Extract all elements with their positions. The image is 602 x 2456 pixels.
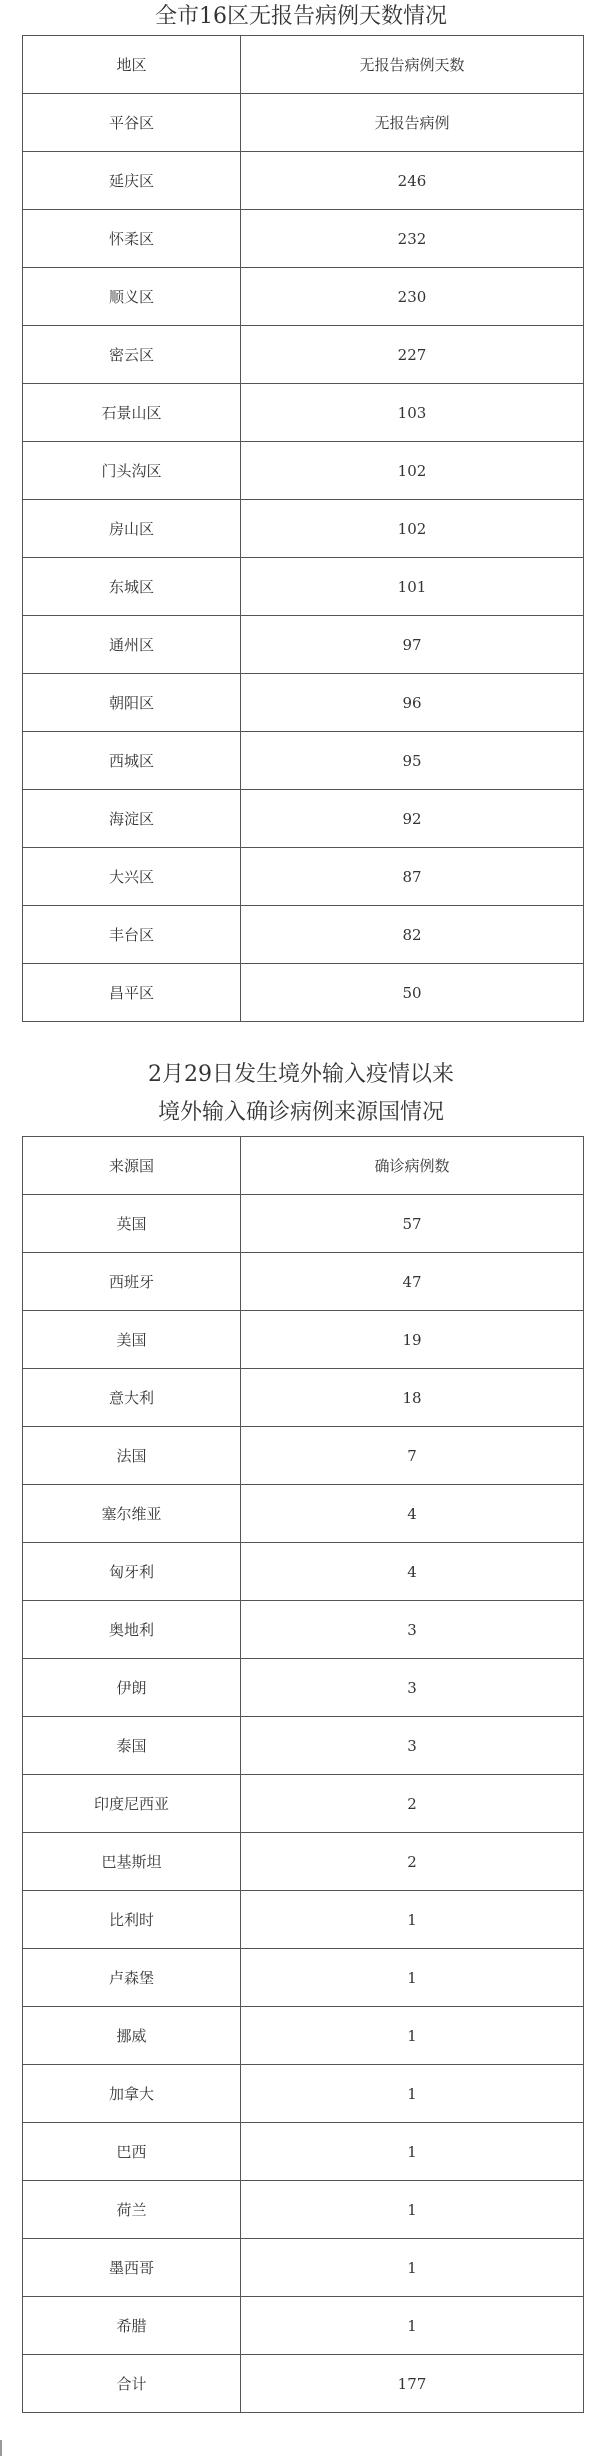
table-row: [23, 1427, 584, 1485]
table-row: [23, 1195, 584, 1253]
row-value-cell: 2: [241, 1775, 584, 1833]
row-label-cell: 比利时: [23, 1891, 241, 1949]
row-label-cell: 墨西哥: [23, 2239, 241, 2297]
table2-title-line1: 2月29日发生境外输入疫情以来: [148, 1062, 454, 1087]
row-label-cell: 通州区: [23, 616, 241, 674]
row-label-cell: 荷兰: [23, 2181, 241, 2239]
row-label-cell: 平谷区: [23, 94, 241, 152]
row-label-cell: 西班牙: [23, 1253, 241, 1311]
row-label-cell: 塞尔维亚: [23, 1485, 241, 1543]
row-label-cell: 巴基斯坦: [23, 1833, 241, 1891]
row-value-cell: 232: [241, 210, 584, 268]
row-label-cell: 美国: [23, 1311, 241, 1369]
table-row: [23, 2297, 584, 2355]
row-value-cell: 无报告病例: [241, 94, 584, 152]
row-value-cell: 7: [241, 1427, 584, 1485]
table-row: [23, 2065, 584, 2123]
table-row: [23, 1659, 584, 1717]
row-label-cell: 延庆区: [23, 152, 241, 210]
table-row: [23, 558, 584, 616]
table-row: [23, 1601, 584, 1659]
row-value-cell: 95: [241, 732, 584, 790]
table-row: [23, 674, 584, 732]
row-label-cell: 怀柔区: [23, 210, 241, 268]
row-label-cell: 加拿大: [23, 2065, 241, 2123]
row-label-cell: 合计: [23, 2355, 241, 2413]
row-value-cell: 101: [241, 558, 584, 616]
table-row: [23, 2007, 584, 2065]
row-value-cell: 50: [241, 964, 584, 1022]
table-row: [23, 1369, 584, 1427]
row-value-cell: 96: [241, 674, 584, 732]
table-row: [23, 1949, 584, 2007]
row-value-cell: 19: [241, 1311, 584, 1369]
table-row: [23, 2123, 584, 2181]
table-row: [23, 848, 584, 906]
row-value-cell: 4: [241, 1485, 584, 1543]
table2-title-line2: 境外输入确诊病例来源国情况: [157, 1100, 444, 1125]
row-value-cell: 2: [241, 1833, 584, 1891]
row-value-cell: 1: [241, 2007, 584, 2065]
source-country-table: [22, 1136, 584, 2413]
row-value-cell: 227: [241, 326, 584, 384]
row-value-cell: 3: [241, 1601, 584, 1659]
table-row: [23, 1717, 584, 1775]
row-label-cell: 昌平区: [23, 964, 241, 1022]
table-row: [23, 2239, 584, 2297]
page-edge-mark: [0, 2440, 2, 2456]
table-row: [23, 906, 584, 964]
row-value-cell: 1: [241, 2123, 584, 2181]
table-row: [23, 1891, 584, 1949]
table-row: [23, 500, 584, 558]
row-value-cell: 1: [241, 1891, 584, 1949]
row-label-cell: 密云区: [23, 326, 241, 384]
row-label-cell: 西城区: [23, 732, 241, 790]
row-label-cell: 印度尼西亚: [23, 1775, 241, 1833]
table1-title: 全市16区无报告病例天数情况: [155, 4, 447, 29]
row-value-cell: 1: [241, 2065, 584, 2123]
row-value-cell: 102: [241, 500, 584, 558]
row-value-cell: 1: [241, 2181, 584, 2239]
table-row: [23, 268, 584, 326]
row-label-cell: 朝阳区: [23, 674, 241, 732]
column-header-days: 无报告病例天数: [241, 36, 584, 94]
row-label-cell: 石景山区: [23, 384, 241, 442]
row-label-cell: 挪威: [23, 2007, 241, 2065]
table-row: [23, 442, 584, 500]
row-value-cell: 18: [241, 1369, 584, 1427]
table-header-row: [23, 1137, 584, 1195]
row-value-cell: 230: [241, 268, 584, 326]
column-header-country: 来源国: [23, 1137, 241, 1195]
row-label-cell: 法国: [23, 1427, 241, 1485]
row-value-cell: 246: [241, 152, 584, 210]
row-label-cell: 奥地利: [23, 1601, 241, 1659]
table-row: [23, 732, 584, 790]
row-value-cell: 4: [241, 1543, 584, 1601]
row-label-cell: 卢森堡: [23, 1949, 241, 2007]
row-label-cell: 英国: [23, 1195, 241, 1253]
table-row: [23, 1543, 584, 1601]
row-label-cell: 伊朗: [23, 1659, 241, 1717]
row-value-cell: 103: [241, 384, 584, 442]
table-row: [23, 790, 584, 848]
table-row: [23, 1485, 584, 1543]
table-row: [23, 210, 584, 268]
row-label-cell: 大兴区: [23, 848, 241, 906]
table-row: [23, 1311, 584, 1369]
row-label-cell: 顺义区: [23, 268, 241, 326]
row-value-cell: 47: [241, 1253, 584, 1311]
row-value-cell: 97: [241, 616, 584, 674]
row-value-cell: 177: [241, 2355, 584, 2413]
row-label-cell: 意大利: [23, 1369, 241, 1427]
table-row: [23, 964, 584, 1022]
row-value-cell: 3: [241, 1717, 584, 1775]
row-value-cell: 1: [241, 1949, 584, 2007]
table-row: [23, 616, 584, 674]
column-header-district: 地区: [23, 36, 241, 94]
table-row: [23, 2355, 584, 2413]
row-label-cell: 丰台区: [23, 906, 241, 964]
row-label-cell: 门头沟区: [23, 442, 241, 500]
table-row: [23, 152, 584, 210]
column-header-cases: 确诊病例数: [241, 1137, 584, 1195]
row-value-cell: 57: [241, 1195, 584, 1253]
table-header-row: [23, 36, 584, 94]
row-label-cell: 巴西: [23, 2123, 241, 2181]
row-label-cell: 海淀区: [23, 790, 241, 848]
row-value-cell: 87: [241, 848, 584, 906]
table-row: [23, 384, 584, 442]
row-label-cell: 希腊: [23, 2297, 241, 2355]
table-row: [23, 94, 584, 152]
row-value-cell: 1: [241, 2297, 584, 2355]
row-label-cell: 房山区: [23, 500, 241, 558]
row-value-cell: 82: [241, 906, 584, 964]
row-value-cell: 92: [241, 790, 584, 848]
table-row: [23, 1253, 584, 1311]
district-days-table: [22, 35, 584, 1022]
table-row: [23, 1833, 584, 1891]
row-value-cell: 1: [241, 2239, 584, 2297]
row-value-cell: 102: [241, 442, 584, 500]
table-row: [23, 326, 584, 384]
table-row: [23, 1775, 584, 1833]
row-label-cell: 匈牙利: [23, 1543, 241, 1601]
table-row: [23, 2181, 584, 2239]
row-value-cell: 3: [241, 1659, 584, 1717]
row-label-cell: 东城区: [23, 558, 241, 616]
row-label-cell: 泰国: [23, 1717, 241, 1775]
